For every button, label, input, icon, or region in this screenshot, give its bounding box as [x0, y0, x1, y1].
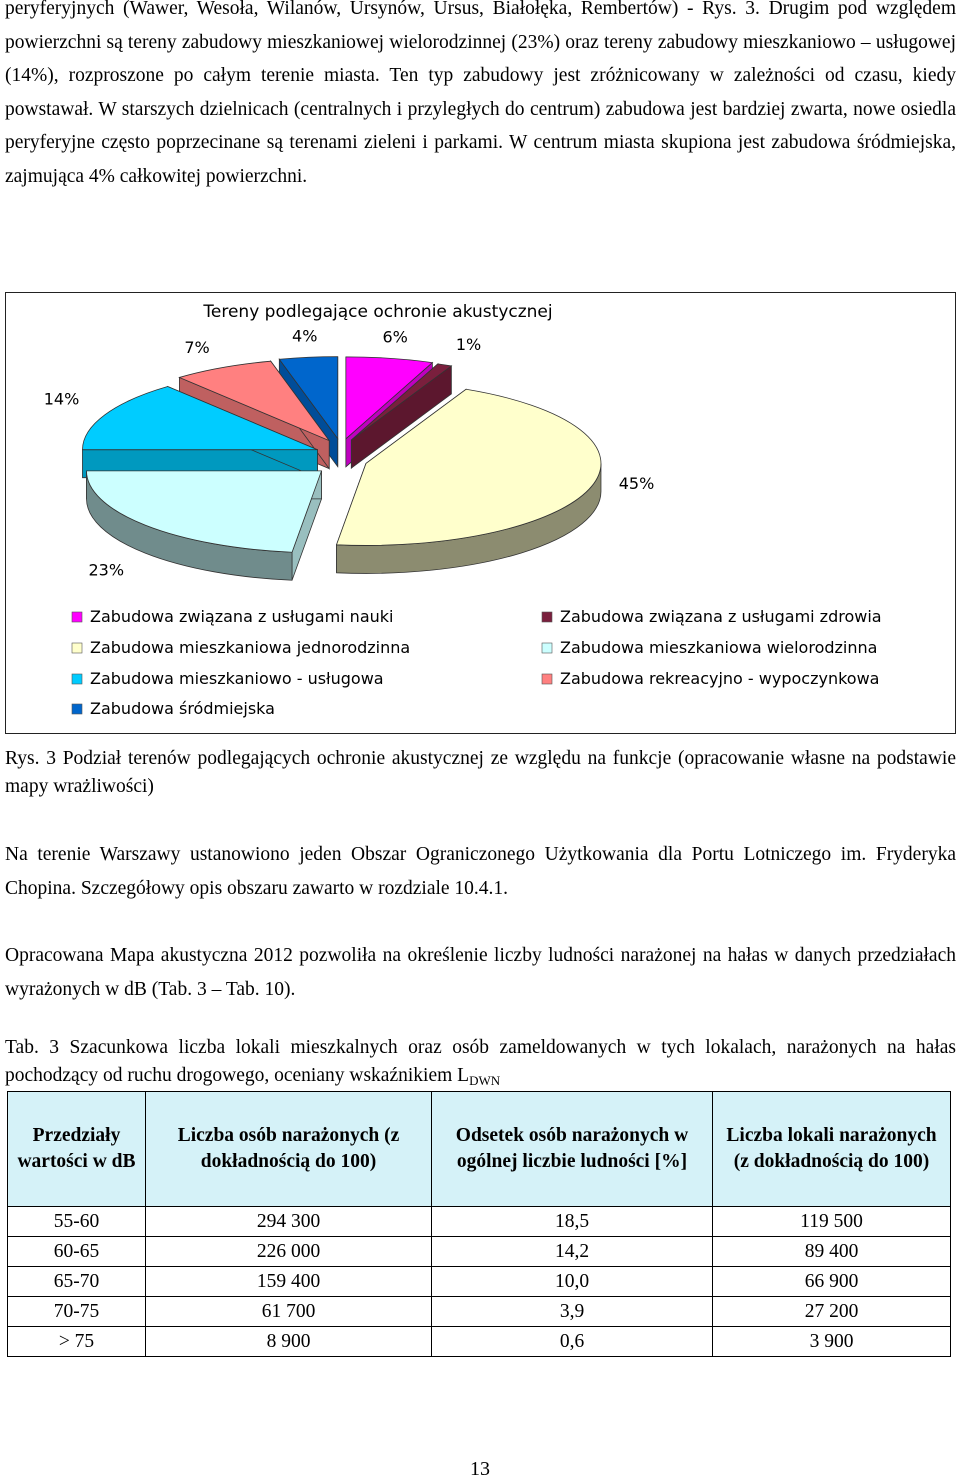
pie-value-label-4: 14% — [43, 389, 80, 409]
cell-people: 8 900 — [146, 1327, 432, 1357]
header-people: Liczba osób narażonych (z dokładnością do 100) — [146, 1092, 432, 1207]
cell-range: 55-60 — [8, 1207, 146, 1237]
intro-paragraph: peryferyjnych (Wawer, Wesoła, Wilanów, Ursynów, Ursus, Białołęka, Rembertów) - Rys. 3. Drugim pod względem powierzchni są tereny zabudowy mieszkaniowej wielorodzinnej (23%) oraz tereny zabudowy mieszkaniowo – usługowej (14%), rozproszone po całym terenie miasta. Ten typ zabudowy jest zróżnicowany w zależności od czasu, kiedy powstawał. W starszych dzielnicach (centralnych i przyległych do centrum) zabudowa jest bardziej zwarta, nowe osiedla peryferyjne często poprzecinane są terenami zieleni i parkami. W centrum miasta skupiona jest zabudowa śródmiejska, zajmująca 4% całkowitej powierzchni. — [5, 0, 956, 187]
legend-label: Zabudowa mieszkaniowa wielorodzinna — [560, 638, 878, 657]
legend-item-3 — [542, 638, 877, 657]
cell-percent: 14,2 — [432, 1237, 713, 1267]
legend-label: Zabudowa śródmiejska — [90, 699, 275, 718]
legend-item-2 — [72, 638, 410, 657]
header-ranges: Przedziały wartości w dB — [8, 1092, 146, 1207]
legend-item-5 — [542, 669, 879, 688]
table-row — [8, 1267, 951, 1297]
cell-dwellings: 27 200 — [713, 1297, 951, 1327]
cell-percent: 18,5 — [432, 1207, 713, 1237]
page-number: 13 — [470, 1458, 490, 1480]
legend-swatch — [72, 612, 82, 622]
cell-percent: 3,9 — [432, 1297, 713, 1327]
table-row — [8, 1237, 951, 1267]
pie-chart — [6, 293, 957, 735]
cell-range: > 75 — [8, 1327, 146, 1357]
legend-item-6 — [72, 699, 275, 718]
pie-value-label-1: 1% — [455, 334, 482, 354]
table-caption — [5, 1034, 956, 1091]
chart-title: Tereny podlegające ochronie akustycznej — [203, 302, 553, 322]
table-row — [8, 1297, 951, 1327]
legend-swatch — [542, 643, 552, 653]
legend-label: Zabudowa rekreacyjno - wypoczynkowa — [560, 669, 880, 688]
cell-people: 294 300 — [146, 1207, 432, 1237]
table-caption-subscript: DWN — [469, 1073, 501, 1088]
pie-slices — [82, 357, 600, 581]
cell-people: 159 400 — [146, 1267, 432, 1297]
pie-value-label-3: 23% — [88, 560, 125, 580]
cell-people: 61 700 — [146, 1297, 432, 1327]
chart-legend — [72, 607, 882, 718]
cell-dwellings: 119 500 — [713, 1207, 951, 1237]
legend-item-1 — [542, 607, 882, 626]
table-header-row — [8, 1092, 951, 1207]
cell-percent: 0,6 — [432, 1327, 713, 1357]
noise-exposure-table — [7, 1091, 951, 1357]
header-dwellings: Liczba lokali narażonych (z dokładnością do 100) — [713, 1092, 951, 1207]
pie-value-label-6: 4% — [292, 326, 318, 346]
paragraph-noise-map: Opracowana Mapa akustyczna 2012 pozwoliła na określenie liczby ludności narażonej na hałas w danych przedziałach wyrażonych w dB (Tab. 3 – Tab. 10). — [5, 945, 956, 1000]
legend-label: Zabudowa mieszkaniowa jednorodzinna — [90, 638, 411, 657]
cell-range: 60-65 — [8, 1237, 146, 1267]
cell-range: 70-75 — [8, 1297, 146, 1327]
pie-value-label-0: 6% — [382, 327, 408, 347]
paragraph-oou: Na terenie Warszawy ustanowiono jeden Obszar Ograniczonego Użytkowania dla Portu Lotniczego im. Fryderyka Chopina. Szczegółowy opis obszaru zawarto w rozdziale 10.4.1. — [5, 844, 956, 899]
table-row — [8, 1327, 951, 1357]
header-percent: Odsetek osób narażonych w ogólnej liczbie ludności [%] — [432, 1092, 713, 1207]
cell-dwellings: 3 900 — [713, 1327, 951, 1357]
legend-swatch — [72, 674, 82, 684]
legend-swatch — [542, 612, 552, 622]
cell-dwellings: 89 400 — [713, 1237, 951, 1267]
figure-caption: Rys. 3 Podział terenów podlegających ochronie akustycznej ze względu na funkcje (opracowanie własne na podstawie mapy wrażliwości) — [5, 748, 956, 797]
cell-percent: 10,0 — [432, 1267, 713, 1297]
table-row — [8, 1207, 951, 1237]
legend-label: Zabudowa mieszkaniowo - usługowa — [90, 669, 384, 688]
legend-swatch — [542, 674, 552, 684]
legend-swatch — [72, 643, 82, 653]
pie-value-label-2: 45% — [618, 474, 655, 494]
cell-dwellings: 66 900 — [713, 1267, 951, 1297]
table-caption-text: Tab. 3 Szacunkowa liczba lokali mieszkalnych oraz osób zameldowanych w tych lokalach, narażonych na hałas pochodzący od ruchu drogowego, oceniany wskaźnikiem L — [5, 1037, 956, 1086]
pie-chart-frame — [5, 292, 956, 734]
legend-label: Zabudowa związana z usługami zdrowia — [560, 607, 882, 626]
pie-value-label-5: 7% — [184, 337, 210, 357]
cell-range: 65-70 — [8, 1267, 146, 1297]
legend-item-0 — [72, 607, 393, 626]
legend-item-4 — [72, 669, 384, 688]
legend-swatch — [72, 704, 82, 714]
legend-label: Zabudowa związana z usługami nauki — [90, 607, 394, 626]
cell-people: 226 000 — [146, 1237, 432, 1267]
